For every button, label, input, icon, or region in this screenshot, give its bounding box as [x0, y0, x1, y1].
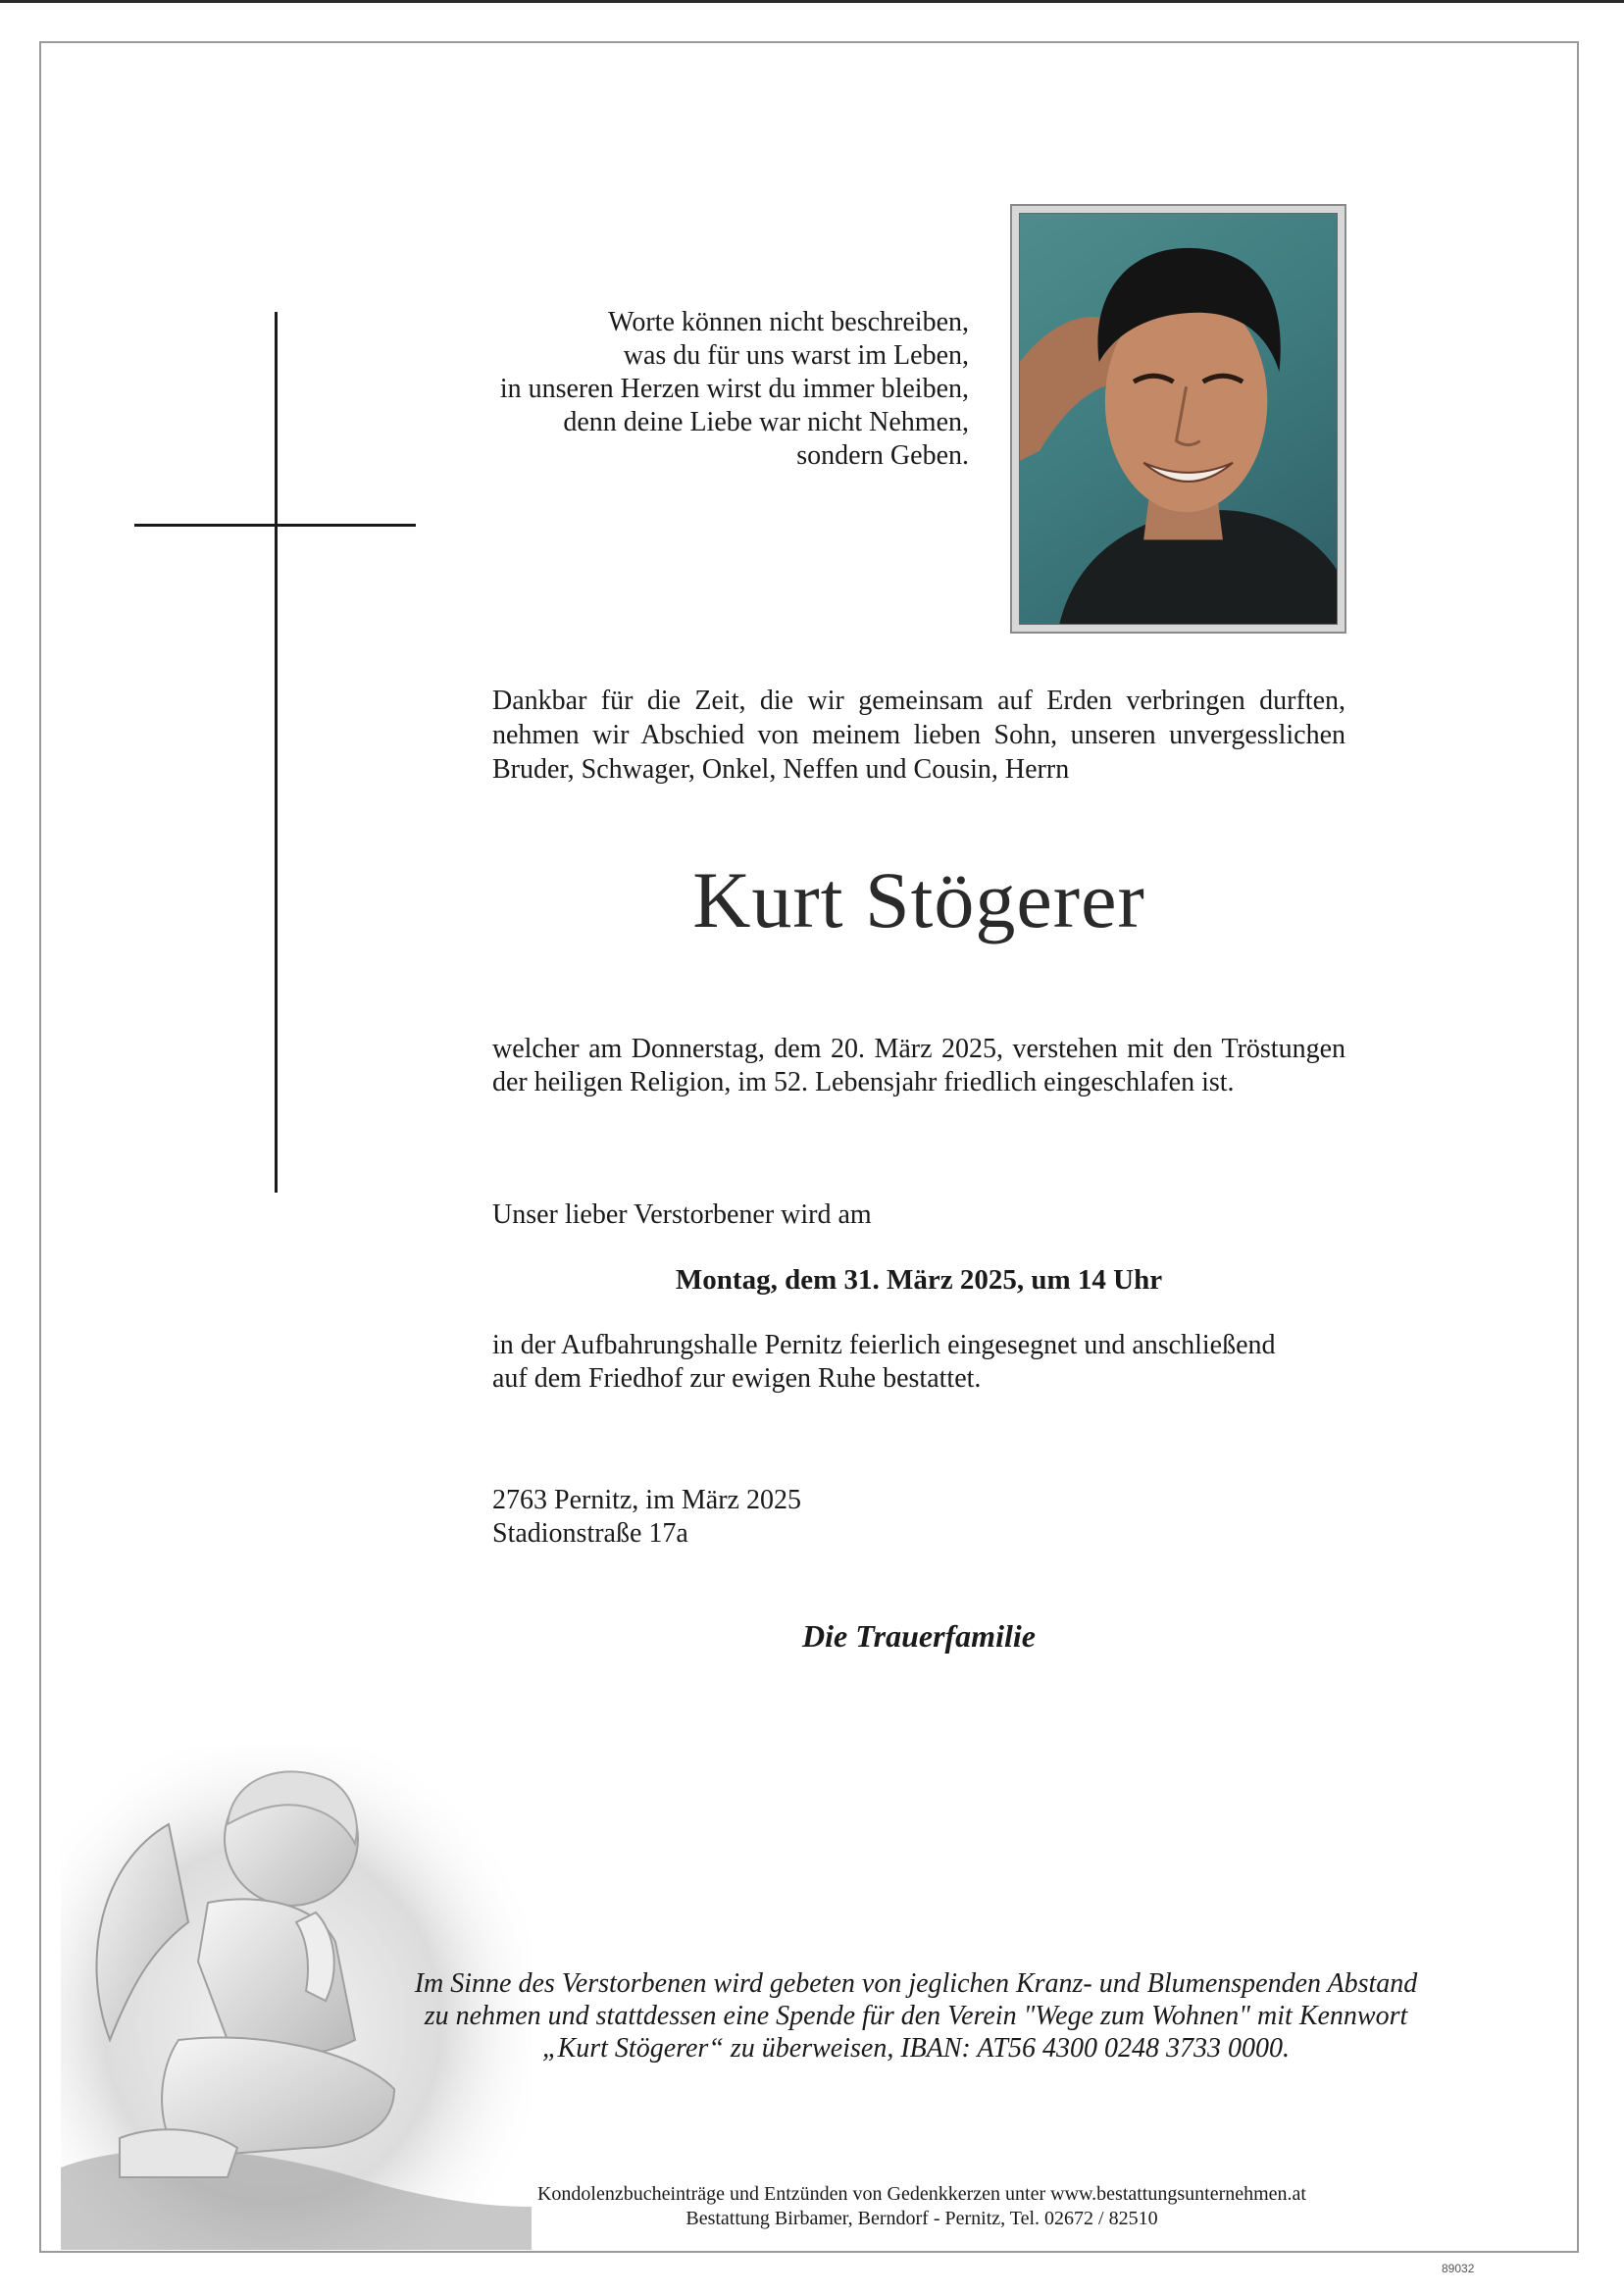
funeral-place [492, 1329, 1276, 1396]
address-block [492, 1484, 801, 1551]
death-notice-text: welcher am Donnerstag, dem 20. März 2025, verstehen mit den Tröstungen der heiligen Religion, im 52. Lebensjahr friedlich eingeschlafen ist. [492, 1034, 1345, 1097]
address-line-place-date: 2763 Pernitz, im März 2025 [492, 1485, 801, 1515]
funeral-intro: Unser lieber Verstorbener wird am [492, 1199, 872, 1230]
poem-line: denn deine Liebe war nicht Nehmen, [563, 407, 969, 437]
donation-line: zu nehmen und stattdessen eine Spende für den Verein "Wege zum Wohnen" mit Kennwort [424, 2001, 1408, 2031]
family-signature: Die Trauerfamilie [802, 1618, 1036, 1654]
announcement-intro: Dankbar für die Zeit, die wir gemeinsam auf Erden verbringen durften, nehmen wir Abschied von meinem lieben Sohn, unseren unvergesslichen Bruder, Schwager, Onkel, Neffen und Cousin, Herrn [492, 686, 1345, 785]
print-code: 89032 [1442, 2262, 1475, 2275]
cross-vertical-bar [275, 312, 278, 1193]
poem-line: Worte können nicht beschreiben, [608, 307, 969, 337]
portrait-photo [1019, 213, 1338, 625]
donation-request [353, 1967, 1479, 2065]
top-edge-line [0, 0, 1624, 3]
address-line-street: Stadionstraße 17a [492, 1518, 688, 1549]
portrait-photo-frame [1010, 204, 1346, 634]
footer [431, 2182, 1412, 2231]
cross-horizontal-bar [134, 524, 416, 527]
poem-line: sondern Geben. [796, 440, 969, 471]
poem-line: was du für uns warst im Leben, [623, 340, 969, 371]
memorial-poem [420, 306, 969, 473]
condolence-website-line: Kondolenzbucheinträge und Entzünden von Gedenkkerzen unter www.bestattungsunternehmen.at [536, 2183, 1306, 2205]
funeral-place-line: auf dem Friedhof zur ewigen Ruhe bestattet. [492, 1363, 982, 1394]
funeral-date: Montag, dem 31. März 2025, um 14 Uhr [675, 1264, 1163, 1296]
donation-line: Im Sinne des Verstorbenen wird gebeten von jeglichen Kranz- und Blumenspenden Abstand [414, 1968, 1418, 1999]
funeral-home-contact-line: Bestattung Birbamer, Berndorf - Pernitz, Tel. 02672 / 82510 [685, 2208, 1158, 2229]
deceased-name: Kurt Stögerer [692, 855, 1145, 944]
funeral-place-line: in der Aufbahrungshalle Pernitz feierlich eingesegnet und anschließend [492, 1330, 1276, 1360]
portrait-silhouette-icon [1020, 214, 1337, 624]
poem-line: in unseren Herzen wirst du immer bleiben, [499, 374, 969, 404]
donation-line: „Kurt Stögerer“ zu überweisen, IBAN: AT56 4300 0248 3733 0000. [542, 2033, 1290, 2064]
